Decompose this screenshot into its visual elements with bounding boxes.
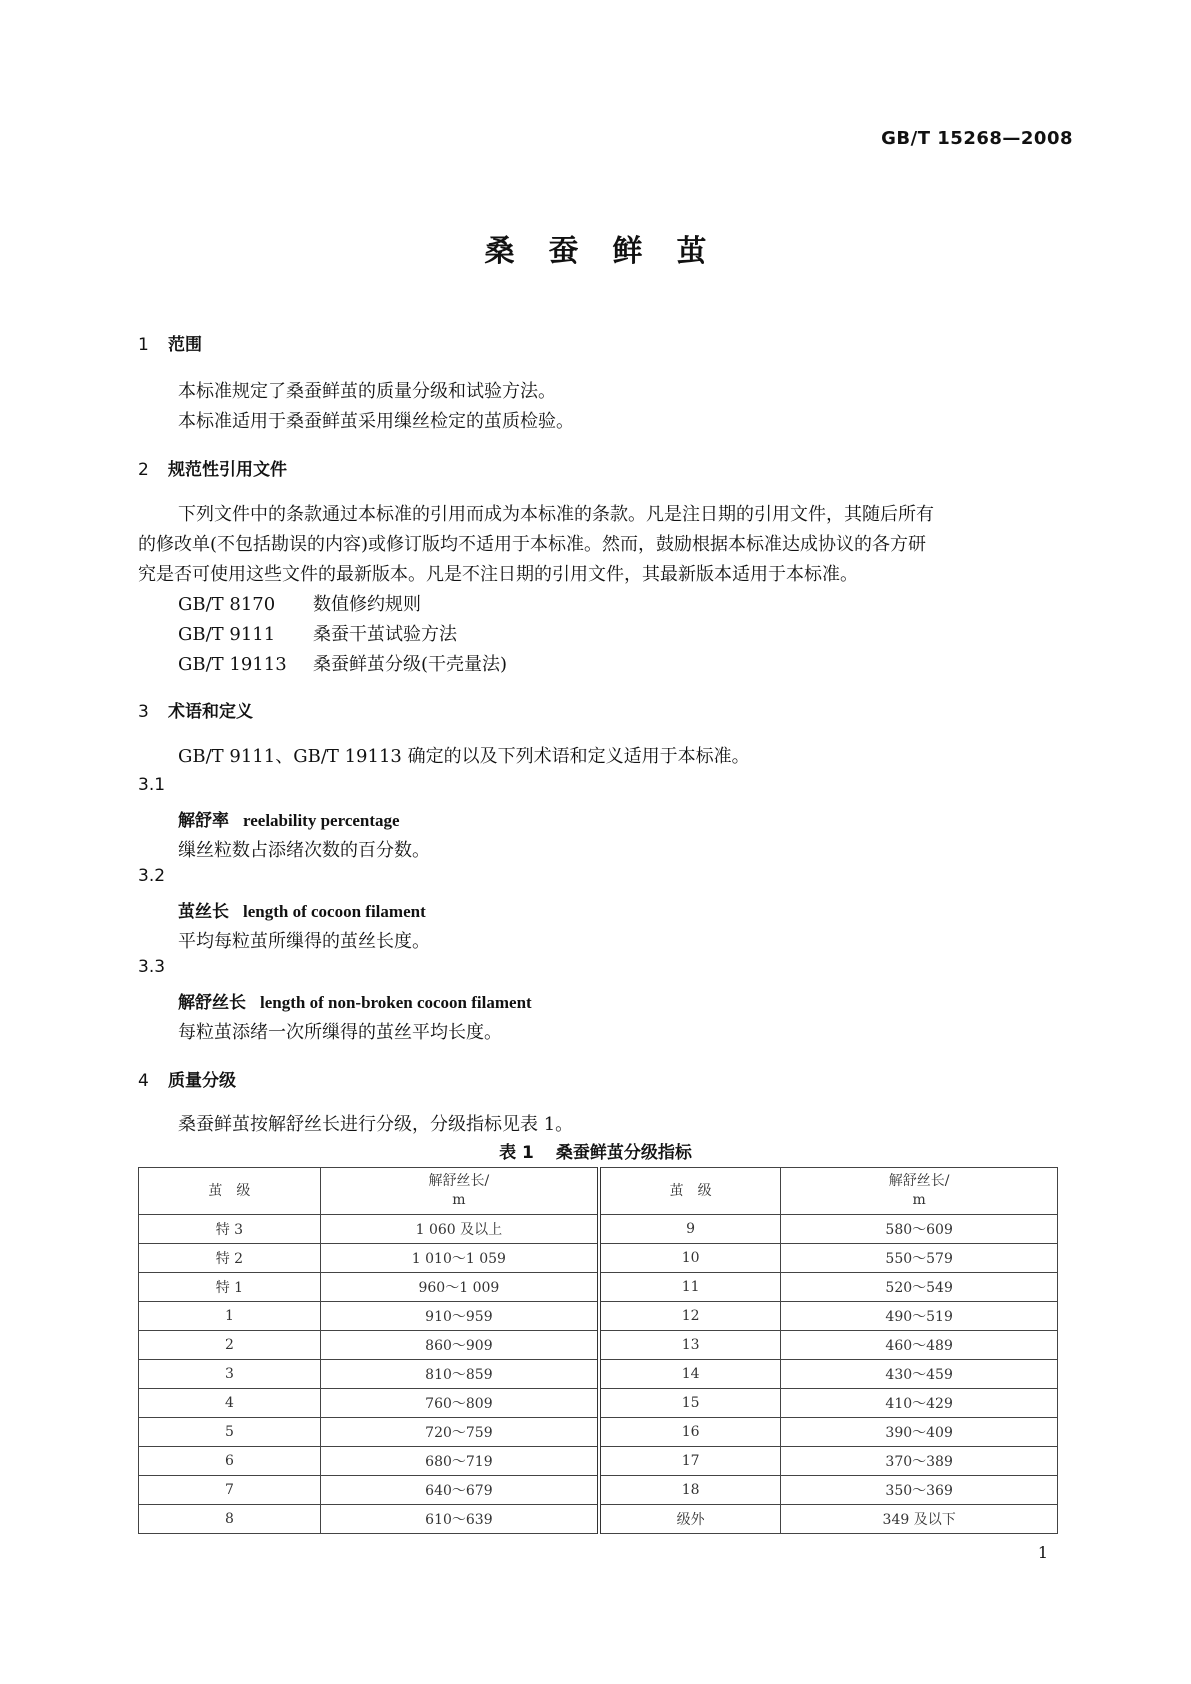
section-4-heading: [138, 1066, 236, 1091]
reference-code: GB/T 19113: [178, 654, 287, 675]
table-label: 表 1: [499, 1143, 534, 1163]
grade-cell: 12: [599, 1302, 781, 1331]
section-title: 范围: [168, 335, 202, 355]
reference-item: [178, 620, 457, 646]
term-en: length of cocoon filament: [243, 902, 426, 921]
table-row: [139, 1331, 1058, 1360]
subclause-number: 3.2: [138, 866, 166, 886]
length-cell: 580～609: [781, 1215, 1058, 1244]
length-cell: 350～369: [781, 1476, 1058, 1505]
header-grade: 茧 级: [139, 1168, 321, 1215]
grade-cell: 3: [139, 1360, 321, 1389]
section-number: 3: [138, 702, 149, 722]
grade-cell: 特 2: [139, 1244, 321, 1273]
length-cell: 860～909: [320, 1331, 599, 1360]
grade-cell: 10: [599, 1244, 781, 1273]
term-cn: 茧丝长: [178, 902, 229, 922]
header-length-unit: m: [912, 1192, 926, 1208]
section-title: 规范性引用文件: [168, 460, 287, 480]
length-cell: 460～489: [781, 1331, 1058, 1360]
reference-title: 桑蚕干茧试验方法: [313, 624, 457, 645]
length-cell: 349 及以下: [781, 1505, 1058, 1534]
reference-title: 数值修约规则: [313, 594, 421, 615]
header-length-unit-line: 解舒丝长/: [428, 1173, 490, 1189]
header-grade: 茧 级: [599, 1168, 781, 1215]
standard-code: GB/T 15268—2008: [881, 128, 1073, 149]
table-row: [139, 1273, 1058, 1302]
table-row: [139, 1447, 1058, 1476]
paragraph-line: 究是否可使用这些文件的最新版本。凡是不注日期的引用文件，其最新版本适用于本标准。: [138, 564, 858, 585]
grade-cell: 1: [139, 1302, 321, 1331]
grade-cell: 17: [599, 1447, 781, 1476]
length-cell: 640～679: [320, 1476, 599, 1505]
header-length: [320, 1168, 599, 1215]
grade-cell: 5: [139, 1418, 321, 1447]
reference-title: 桑蚕鲜茧分级(干壳量法): [313, 654, 508, 675]
length-cell: 960～1 009: [320, 1273, 599, 1302]
section-title: 术语和定义: [168, 702, 253, 722]
length-cell: 910～959: [320, 1302, 599, 1331]
table-row: [139, 1505, 1058, 1534]
paragraph: 本标准适用于桑蚕鲜茧采用缫丝检定的茧质检验。: [178, 411, 574, 432]
grade-cell: 4: [139, 1389, 321, 1418]
paragraph: 桑蚕鲜茧按解舒丝长进行分级，分级指标见表 1。: [178, 1114, 574, 1135]
length-cell: 1 010～1 059: [320, 1244, 599, 1273]
section-number: 2: [138, 460, 149, 480]
section-number: 1: [138, 335, 149, 355]
length-cell: 610～639: [320, 1505, 599, 1534]
grade-cell: 2: [139, 1331, 321, 1360]
grade-cell: 6: [139, 1447, 321, 1476]
table-row: [139, 1476, 1058, 1505]
term-heading: [178, 988, 532, 1013]
term-en: length of non-broken cocoon filament: [260, 993, 532, 1012]
grade-cell: 特 1: [139, 1273, 321, 1302]
section-number: 4: [138, 1071, 149, 1091]
table-header-row: [139, 1168, 1058, 1215]
table-row: [139, 1418, 1058, 1447]
grade-cell: 14: [599, 1360, 781, 1389]
term-definition: 每粒茧添绪一次所缫得的茧丝平均长度。: [178, 1022, 502, 1043]
section-title: 质量分级: [168, 1071, 236, 1091]
paragraph-line: 的修改单(不包括勘误的内容)或修订版均不适用于本标准。然而，鼓励根据本标准达成协议的各方研: [138, 534, 927, 555]
table-row: [139, 1215, 1058, 1244]
length-cell: 430～459: [781, 1360, 1058, 1389]
term-heading: [178, 806, 400, 831]
length-cell: 520～549: [781, 1273, 1058, 1302]
paragraph: 本标准规定了桑蚕鲜茧的质量分级和试验方法。: [178, 381, 556, 402]
grade-table: [138, 1167, 1058, 1534]
subclause-number: 3.1: [138, 775, 166, 795]
table-row: [139, 1244, 1058, 1273]
header-length-unit: m: [452, 1192, 466, 1208]
table-row: [139, 1302, 1058, 1331]
reference-item: [178, 650, 507, 676]
term-en: reelability percentage: [243, 811, 400, 830]
paragraph-line: 下列文件中的条款通过本标准的引用而成为本标准的条款。凡是注日期的引用文件，其随后所有: [178, 504, 934, 525]
grade-cell: 特 3: [139, 1215, 321, 1244]
length-cell: 390～409: [781, 1418, 1058, 1447]
grade-cell: 16: [599, 1418, 781, 1447]
length-cell: 810～859: [320, 1360, 599, 1389]
grade-cell: 18: [599, 1476, 781, 1505]
length-cell: 680～719: [320, 1447, 599, 1476]
length-cell: 550～579: [781, 1244, 1058, 1273]
grade-cell: 7: [139, 1476, 321, 1505]
table-row: [139, 1389, 1058, 1418]
length-cell: 1 060 及以上: [320, 1215, 599, 1244]
grade-cell: 9: [599, 1215, 781, 1244]
length-cell: 490～519: [781, 1302, 1058, 1331]
section-3-heading: [138, 697, 253, 722]
grade-cell: 级外: [599, 1505, 781, 1534]
reference-code: GB/T 9111: [178, 624, 276, 645]
length-cell: 720～759: [320, 1418, 599, 1447]
grade-cell: 11: [599, 1273, 781, 1302]
term-definition: 缫丝粒数占添绪次数的百分数。: [178, 840, 430, 861]
term-cn: 解舒丝长: [178, 993, 246, 1013]
document-title: 桑蚕鲜茧: [484, 234, 741, 269]
reference-code: GB/T 8170: [178, 594, 276, 615]
header-length: [781, 1168, 1058, 1215]
page-number: 1: [1037, 1543, 1048, 1562]
grade-cell: 13: [599, 1331, 781, 1360]
subclause-number: 3.3: [138, 957, 166, 977]
section-1-heading: [138, 330, 202, 355]
reference-item: [178, 590, 421, 616]
length-cell: 410～429: [781, 1389, 1058, 1418]
term-cn: 解舒率: [178, 811, 229, 831]
table-caption: [0, 1138, 1191, 1163]
table-title: 桑蚕鲜茧分级指标: [555, 1143, 692, 1163]
term-heading: [178, 897, 426, 922]
grade-cell: 8: [139, 1505, 321, 1534]
length-cell: 370～389: [781, 1447, 1058, 1476]
length-cell: 760～809: [320, 1389, 599, 1418]
section-2-heading: [138, 455, 287, 480]
term-definition: 平均每粒茧所缫得的茧丝长度。: [178, 931, 430, 952]
table-row: [139, 1360, 1058, 1389]
paragraph: GB/T 9111、GB/T 19113 确定的以及下列术语和定义适用于本标准。: [178, 746, 750, 767]
header-length-unit-line: 解舒丝长/: [888, 1173, 950, 1189]
grade-cell: 15: [599, 1389, 781, 1418]
